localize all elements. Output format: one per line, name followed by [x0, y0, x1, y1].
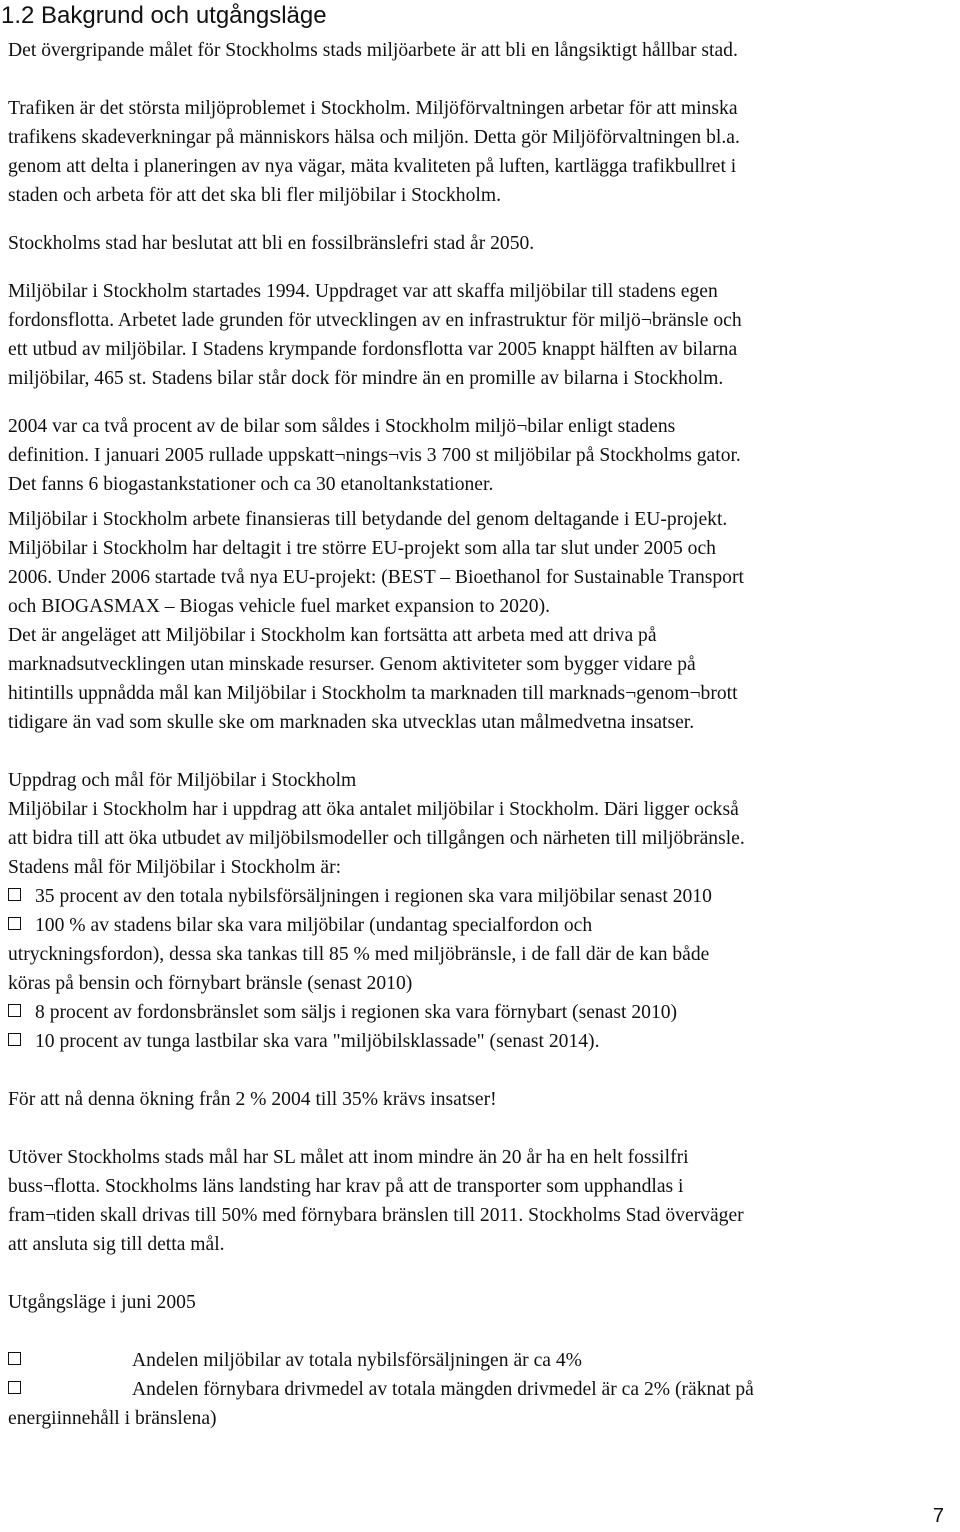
paragraph-eu-projects: Miljöbilar i Stockholm arbete finansieras till betydande del genom deltagande i EU-projekt. Miljöbilar i Stockholm har deltagit i tre större EU-projekt som alla tar slut under 2005 och 2006. Under 2006 startade två nya EU-projekt: (BEST – Bioethanol for Sustainable Transport och BIOGASMAX – Biogas vehicle fuel market expansion to 2020). Det är angeläget att Miljöbilar i Stockholm kan fortsätta att arbeta med att driva på marknadsutvecklingen utan minskade resurser. Genom aktiviteter som bygger vidare på hitintills uppnådda mål kan Miljöbilar i Stockholm ta marknaden till marknads¬genom¬brott tidigare än vad som skulle ske om marknaden ska utvecklas utan målmedvetna insatser.: [8, 509, 744, 733]
list-item: Andelen förnybara drivmedel av totala mängden drivmedel är ca 2% (räknat på energiinnehåll i bränslena): [8, 1379, 754, 1429]
square-bullet-icon: [8, 1381, 21, 1394]
list-item: 10 procent av tunga lastbilar ska vara "miljöbilsklassade" (senast 2014).: [8, 1027, 948, 1056]
goals-list: [8, 882, 948, 1056]
square-bullet-icon: [8, 1004, 21, 1017]
paragraph-traffic: Trafiken är det största miljöproblemet i Stockholm. Miljöförvaltningen arbetar för att minska trafikens skadeverkningar på människors hälsa och miljön. Detta gör Miljöförvaltningen bl.a. genom att delta i planeringen av nya vägar, mäta kvaliteten på luften, kartlägga trafikbullret i staden och arbeta för att det ska bli fler miljöbilar i Stockholm.: [8, 98, 740, 206]
paragraph-increase: För att nå denna ökning från 2 % 2004 till 35% krävs insatser!: [8, 1089, 497, 1110]
list-item: Andelen miljöbilar av totala nybilsförsäljningen är ca 4%: [8, 1346, 948, 1375]
status-list: [8, 1346, 948, 1433]
square-bullet-icon: [8, 1352, 21, 1365]
section-title: Bakgrund och utgångsläge: [41, 2, 327, 29]
subheading-mission: Uppdrag och mål för Miljöbilar i Stockholm: [8, 770, 357, 791]
paragraph-mission: Uppdrag och mål för Miljöbilar i Stockholm Miljöbilar i Stockholm har i uppdrag att öka antalet miljöbilar i Stockholm. Däri ligger också att bidra till att öka utbudet av miljöbilsmodeller och tillgången och närheten till miljöbränsle. Stadens mål för Miljöbilar i Stockholm är:: [8, 770, 745, 878]
list-item: 8 procent av fordonsbränslet som säljs i regionen ska vara förnybart (senast 2010): [8, 998, 948, 1027]
paragraph-fossil-free: Stockholms stad har beslutat att bli en fossilbränslefri stad år 2050.: [8, 233, 535, 254]
paragraph-sl: Utöver Stockholms stads mål har SL målet att inom mindre än 20 år ha en helt fossilfri buss¬flotta. Stockholms läns landsting har krav på att de transporter som upphandlas i fram¬tiden skall drivas till 50% med förnybara bränslen till 2011. Stockholms Stad överväger att ansluta sig till detta mål.: [8, 1147, 744, 1255]
list-item: 35 procent av den totala nybilsförsäljningen i regionen ska vara miljöbilar senast 2010: [8, 882, 948, 911]
subheading-status: Utgångsläge i juni 2005: [8, 1292, 196, 1313]
section-number: 1.2: [1, 2, 35, 29]
section-heading: [1, 2, 948, 30]
document-page: [1, 0, 948, 1433]
paragraph-history: Miljöbilar i Stockholm startades 1994. Uppdraget var att skaffa miljöbilar till stadens egen fordonsflotta. Arbetet lade grunden för utvecklingen av en infrastruktur för miljö¬bränsle och ett utbud av miljöbilar. I Stadens krympande fordonsflotta var 2005 knappt hälften av bilarna miljöbilar, 465 st. Stadens bilar står dock för mindre än en promille av bilarna i Stockholm.: [8, 281, 742, 389]
page-number: 7: [932, 1505, 944, 1527]
paragraph-2004: 2004 var ca två procent av de bilar som såldes i Stockholm miljö¬bilar enligt stadens definition. I januari 2005 rullade uppskatt¬nings¬vis 3 700 st miljöbilar på Stockholms gator. Det fanns 6 biogastankstationer och ca 30 etanoltankstationer.: [8, 416, 741, 495]
square-bullet-icon: [8, 888, 21, 901]
square-bullet-icon: [8, 917, 21, 930]
list-item: 100 % av stadens bilar ska vara miljöbilar (undantag specialfordon och utryckningsfordon), dessa ska tankas till 85 % med miljöbränsle, i de fall där de kan både köras på bensin och förnybart bränsle (senast 2010): [8, 915, 710, 994]
paragraph-goal: Det övergripande målet för Stockholms stads miljöarbete är att bli en långsiktigt hållbar stad.: [8, 40, 738, 61]
square-bullet-icon: [8, 1033, 21, 1046]
